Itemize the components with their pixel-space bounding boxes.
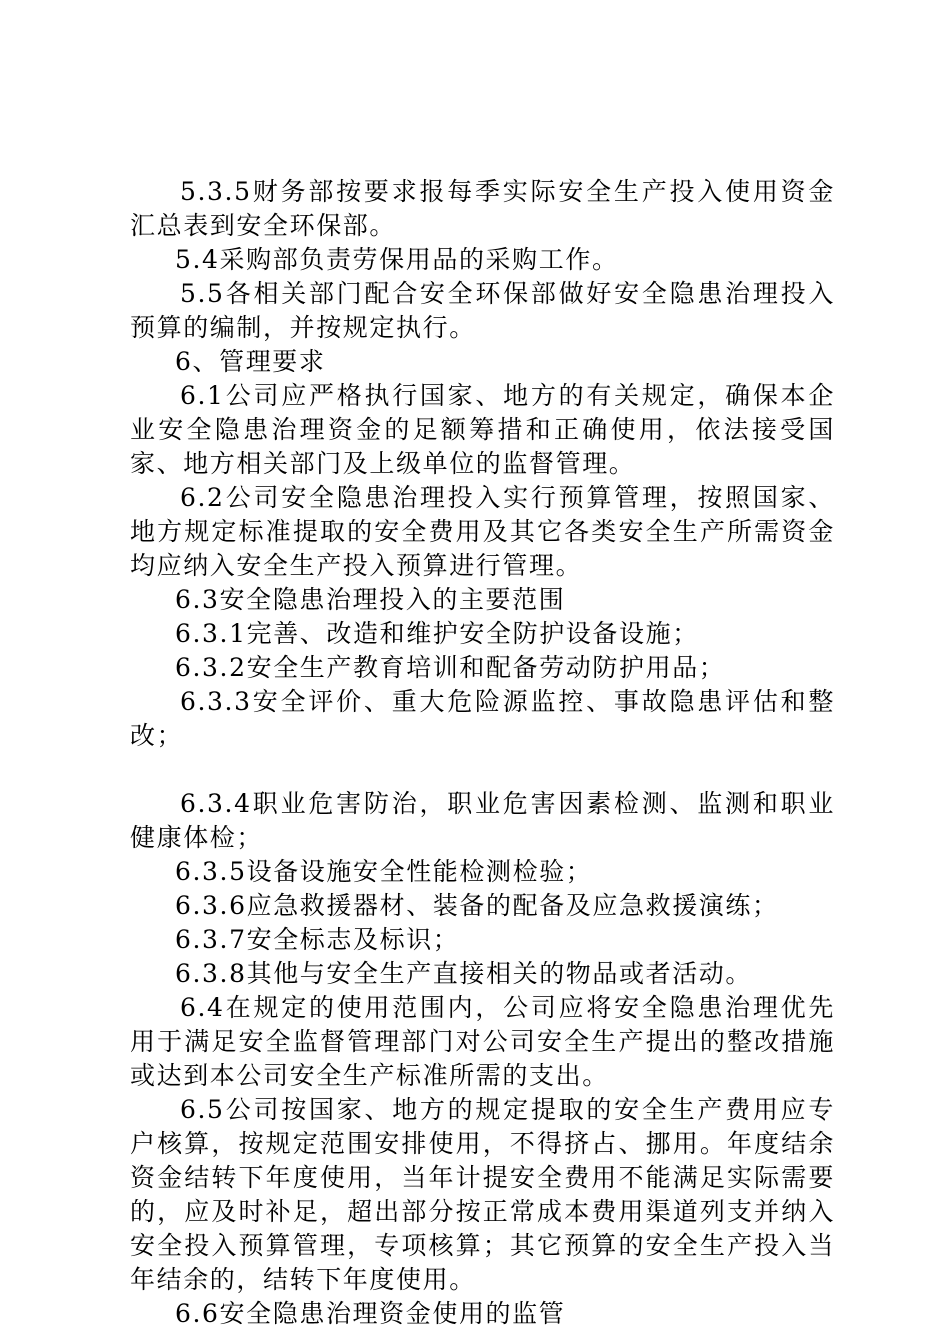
paragraph-5-4: 5.4采购部负责劳保用品的采购工作。: [175, 245, 619, 274]
paragraph-5-3-5: 5.3.5财务部按要求报每季实际安全生产投入使用资金汇总表到安全环保部。: [130, 177, 835, 240]
paragraph-6-3-3: 6.3.3安全评价、重大危险源监控、事故隐患评估和整改；: [130, 687, 835, 750]
paragraph-6-1: 6.1公司应严格执行国家、地方的有关规定，确保本企业安全隐患治理资金的足额筹措和正确使用，依法接受国家、地方相关部门及上级单位的监督管理。: [130, 381, 835, 478]
paragraph-5-5: 5.5各相关部门配合安全环保部做好安全隐患治理投入预算的编制，并按规定执行。: [130, 279, 835, 342]
paragraph-6-3-7: 6.3.7安全标志及标识；: [175, 925, 460, 954]
blank-line: [130, 753, 835, 787]
paragraph-6-3: 6.3安全隐患治理投入的主要范围: [175, 585, 566, 614]
paragraph-6-3-1: 6.3.1完善、改造和维护安全防护设备设施；: [175, 619, 699, 648]
paragraph-6-5: 6.5公司按国家、地方的规定提取的安全生产费用应专户核算，按规定范围安排使用，不得挤占、挪用。年度结余资金结转下年度使用，当年计提安全费用不能满足实际需要的，应及时补足，超出部分按正常成本费用渠道列支并纳入安全投入预算管理，专项核算；其它预算的安全生产投入当年结余的，结转下年度使用。: [130, 1095, 835, 1294]
paragraph-6-3-6: 6.3.6应急救援器材、装备的配备及应急救援演练；: [175, 891, 779, 920]
paragraph-6-4: 6.4在规定的使用范围内，公司应将安全隐患治理优先用于满足安全监督管理部门对公司安全生产提出的整改措施或达到本公司安全生产标准所需的支出。: [130, 993, 835, 1090]
document-body: [130, 175, 835, 1331]
paragraph-6-3-4: 6.3.4职业危害防治，职业危害因素检测、监测和职业健康体检；: [130, 789, 835, 852]
paragraph-6-2: 6.2公司安全隐患治理投入实行预算管理，按照国家、地方规定标准提取的安全费用及其它各类安全生产所需资金均应纳入安全生产投入预算进行管理。: [130, 483, 835, 580]
paragraph-6-3-8: 6.3.8其他与安全生产直接相关的物品或者活动。: [175, 959, 753, 988]
paragraph-6-3-2: 6.3.2安全生产教育培训和配备劳动防护用品；: [175, 653, 726, 682]
paragraph-6-3-5: 6.3.5设备设施安全性能检测检验；: [175, 857, 593, 886]
paragraph-6-6: 6.6安全隐患治理资金使用的监管: [175, 1299, 566, 1328]
section-heading-6: 6、管理要求: [175, 347, 326, 376]
